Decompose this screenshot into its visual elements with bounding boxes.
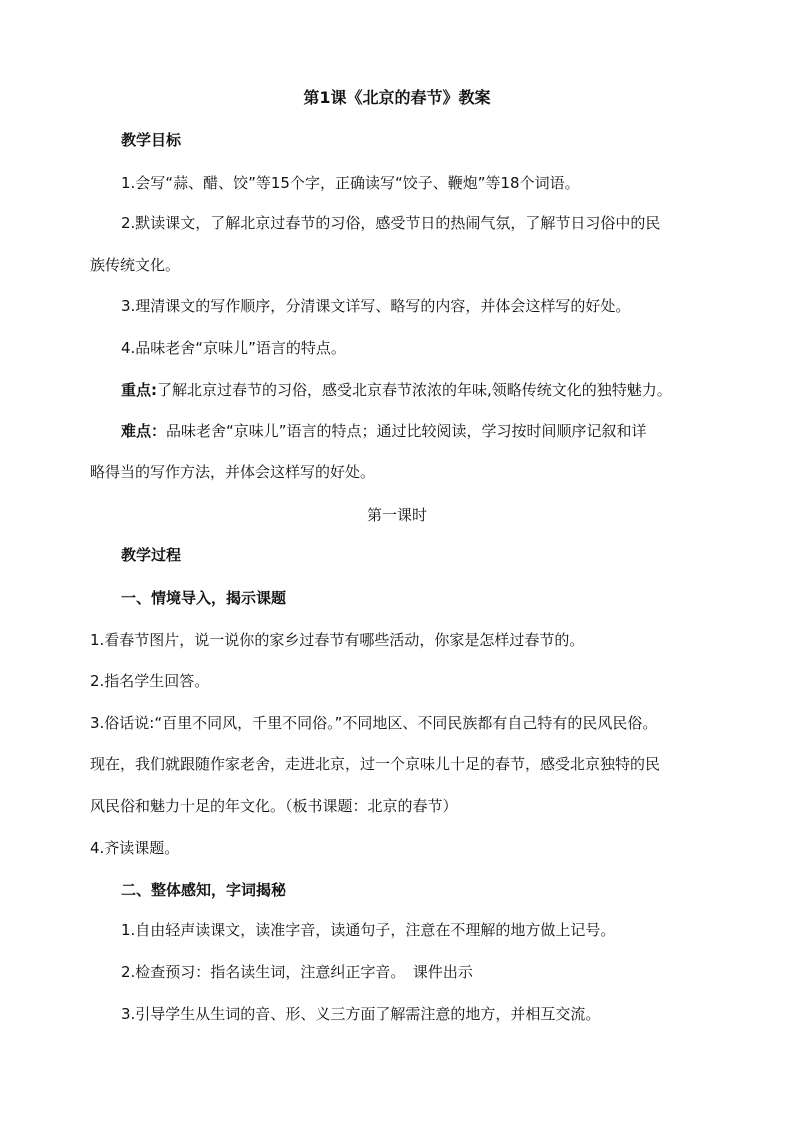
document-title: 第1课《北京的春节》教案: [303, 88, 491, 107]
section1-item-1: 1.看春节图片，说一说你的家乡过春节有哪些活动，你家是怎样过春节的。: [90, 631, 585, 649]
goal-item-1: 1.会写“蒜、醋、饺”等15个字，正确读写“饺子、鞭炮”等18个词语。: [121, 174, 580, 192]
section2-heading: 二、整体感知，字词揭秘: [121, 881, 287, 899]
difficulty: [0, 421, 794, 441]
difficulty-text-cont: 略得当的写作方法，并体会这样写的好处。: [90, 463, 376, 481]
section2-item-2: 2.检查预习：指名读生词，注意纠正字音。 课件出示: [121, 963, 473, 981]
section1-item-3-cont-2: 风民俗和魅力十足的年文化。（板书课题：北京的春节）: [90, 797, 458, 815]
key-point-text: 了解北京过春节的习俗，感受北京春节浓浓的年味,领略传统文化的独特魅力。: [157, 381, 672, 399]
goal-item-2-cont: 族传统文化。: [90, 256, 181, 274]
section1-item-4: 4.齐读课题。: [90, 839, 180, 857]
key-point: [0, 380, 794, 400]
lesson-label: 第一课时: [366, 506, 427, 524]
section2-item-1: 1.自由轻声读课文，读准字音，读通句子，注意在不理解的地方做上记号。: [121, 921, 616, 939]
key-point-label: 重点:: [121, 381, 157, 399]
goal-heading: 教学目标: [121, 131, 182, 149]
process-heading: 教学过程: [121, 546, 182, 564]
section1-heading: 一、情境导入，揭示课题: [121, 589, 287, 607]
goal-item-4: 4.品味老舍“京味儿”语言的特点。: [121, 339, 346, 357]
difficulty-text: 品味老舍“京味儿”语言的特点；通过比较阅读，学习按时间顺序记叙和详: [166, 422, 647, 440]
goal-item-2: 2.默读课文，了解北京过春节的习俗，感受节日的热闹气氛，了解节日习俗中的民: [121, 214, 661, 232]
section1-item-3: 3.俗话说:“百里不同风，千里不同俗。”不同地区、不同民族都有自己特有的民风民俗。: [90, 714, 658, 732]
section2-item-3: 3.引导学生从生词的音、形、义三方面了解需注意的地方，并相互交流。: [121, 1005, 601, 1023]
goal-item-3: 3.理清课文的写作顺序，分清课文详写、略写的内容，并体会这样写的好处。: [121, 297, 631, 315]
section1-item-3-cont-1: 现在，我们就跟随作家老舍，走进北京，过一个京味儿十足的春节，感受北京独特的民: [90, 755, 661, 773]
difficulty-label: 难点：: [121, 422, 167, 440]
section1-item-2: 2.指名学生回答。: [90, 672, 210, 690]
